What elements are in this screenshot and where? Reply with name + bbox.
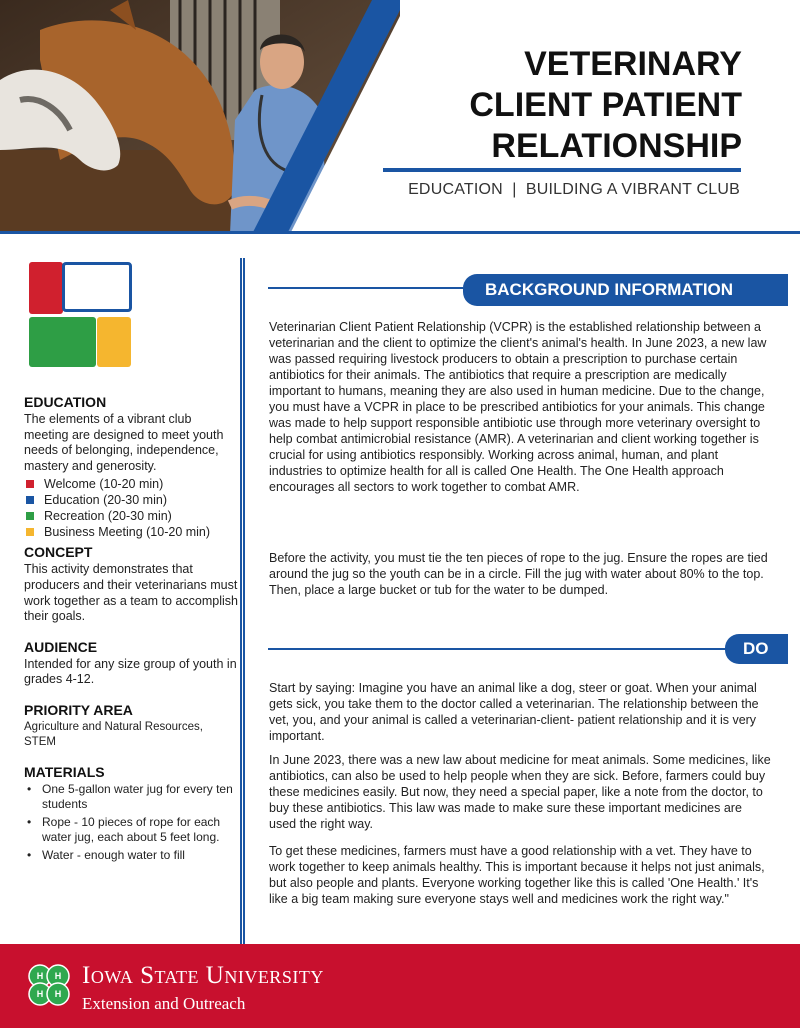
legend-item bbox=[24, 476, 238, 492]
materials-list bbox=[24, 782, 238, 863]
background-information-heading: BACKGROUND INFORMATION bbox=[463, 274, 788, 306]
do-paragraph: In June 2023, there was a new law about medicine for meat animals. Some medicines, like antibiotics, can also be used to help people when they are sick. Before, farmers could buy these medicines easily. But now, they need a special paper, like a note from the doctor, to buy these antibiotics. This law was made to make sure these important medicines are used the right way. bbox=[269, 753, 771, 831]
header-photo bbox=[0, 0, 400, 234]
legend-label: Business Meeting (10-20 min) bbox=[44, 525, 211, 540]
legend-item bbox=[24, 508, 238, 524]
yellow-block bbox=[97, 317, 131, 367]
red-block bbox=[29, 262, 63, 314]
svg-text:H: H bbox=[54, 989, 62, 999]
sidebar bbox=[24, 262, 238, 866]
title-line: VETERINARY bbox=[524, 45, 742, 83]
vibrant-club-blocks-icon bbox=[24, 262, 134, 368]
university-unit: Extension and Outreach bbox=[82, 994, 246, 1013]
audience-text: Intended for any size group of youth in grades 4-12. bbox=[24, 656, 237, 687]
priority-area-heading: PRIORITY AREA bbox=[24, 701, 133, 718]
concept-text: This activity demonstrates that producers and their veterinarians must work together as a team to accomplish their goals. bbox=[24, 562, 238, 624]
green-block bbox=[29, 317, 96, 367]
priority-area-text: Agriculture and Natural Resources, STEM bbox=[24, 720, 203, 748]
horses-and-veterinarian-photo bbox=[0, 0, 400, 234]
materials-item: • Rope - 10 pieces of rope for each water jug, each about 5 feet long. bbox=[24, 815, 238, 845]
legend-label: Welcome (10-20 min) bbox=[44, 477, 164, 492]
legend-item bbox=[24, 492, 238, 508]
legend-label: Education (20-30 min) bbox=[44, 493, 167, 508]
highlighted-block bbox=[62, 262, 132, 312]
meeting-elements-legend bbox=[24, 476, 238, 540]
materials-item: • Water - enough water to fill bbox=[24, 848, 238, 863]
section-rule bbox=[268, 287, 463, 289]
materials-item: • One 5-gallon water jug for every ten students bbox=[24, 782, 238, 812]
legend-swatch bbox=[26, 512, 34, 520]
title-line: CLIENT PATIENT bbox=[469, 86, 742, 124]
education-heading: EDUCATION bbox=[24, 394, 107, 410]
legend-swatch bbox=[26, 480, 34, 488]
section-rule bbox=[268, 648, 725, 650]
university-name: Iowa State University bbox=[82, 962, 324, 989]
header-divider bbox=[0, 231, 800, 234]
page-subtitle: EDUCATION | BUILDING A VIBRANT CLUB bbox=[408, 181, 740, 198]
legend-item bbox=[24, 524, 238, 540]
column-divider bbox=[240, 258, 245, 944]
legend-swatch bbox=[26, 528, 34, 536]
header bbox=[0, 0, 800, 234]
svg-text:H: H bbox=[36, 989, 44, 999]
footer bbox=[0, 944, 800, 1028]
do-heading: DO bbox=[725, 634, 788, 664]
legend-label: Recreation (20-30 min) bbox=[44, 509, 172, 524]
do-paragraph: To get these medicines, farmers must have a good relationship with a vet. They have to work together to keep animals healthy. This is important because it helps not just animals, but also people and plants. Everyone working together like this is called 'One Health.' It's like a big team making sure everyone stays well and medicines work the right way." bbox=[269, 844, 765, 906]
background-paragraph: Veterinarian Client Patient Relationship (VCPR) is the established relationship between a veterinarian and the client to optimize the client's animal's health. In June 2023, a new law was passed requiring livestock producers to obtain a prescription to purchase certain antibiotics for their animals. The antibiotics that require a prescription are medically important to humans, meaning they are also used in human medicine. Due to the change, you must have a VCPR in place to be prescribed antibiotics for your animals. This change was made to help support responsible antibiotic use through more veterinary oversight to help combat antimicrobial resistance (AMR). A veterinarian and client working together is crucial for using antibiotics responsibly. Working across animal, human, and plant industries to optimize health for all is called One Health. The One Health approach encourages all sectors to work together to combat AMR. bbox=[269, 320, 767, 494]
background-paragraph: Before the activity, you must tie the ten pieces of rope to the jug. Ensure the ropes are tied around the jug so the youth can be in a circle. Fill the jug with water about 80% to the top. Then, place a large bucket or tub for the water to be dumped. bbox=[269, 551, 768, 597]
svg-text:H: H bbox=[36, 971, 44, 981]
svg-text:H: H bbox=[54, 971, 62, 981]
title-divider bbox=[383, 168, 741, 172]
do-paragraph: Start by saying: Imagine you have an animal like a dog, steer or goat. When your animal gets sick, you take them to the doctor called a veterinarian. The relationship between the vet, you, and your animal is called a veterinarian-client- patient relationship and it is very important. bbox=[269, 681, 759, 743]
legend-swatch bbox=[26, 496, 34, 504]
education-text: The elements of a vibrant club meeting are designed to meet youth needs of belonging, independence, mastery and generosity. bbox=[24, 412, 224, 473]
materials-heading: MATERIALS bbox=[24, 763, 105, 780]
page-title bbox=[469, 44, 742, 167]
concept-heading: CONCEPT bbox=[24, 544, 93, 561]
four-h-clover-icon bbox=[26, 962, 72, 1008]
audience-heading: AUDIENCE bbox=[24, 638, 98, 655]
title-line: RELATIONSHIP bbox=[491, 127, 742, 165]
